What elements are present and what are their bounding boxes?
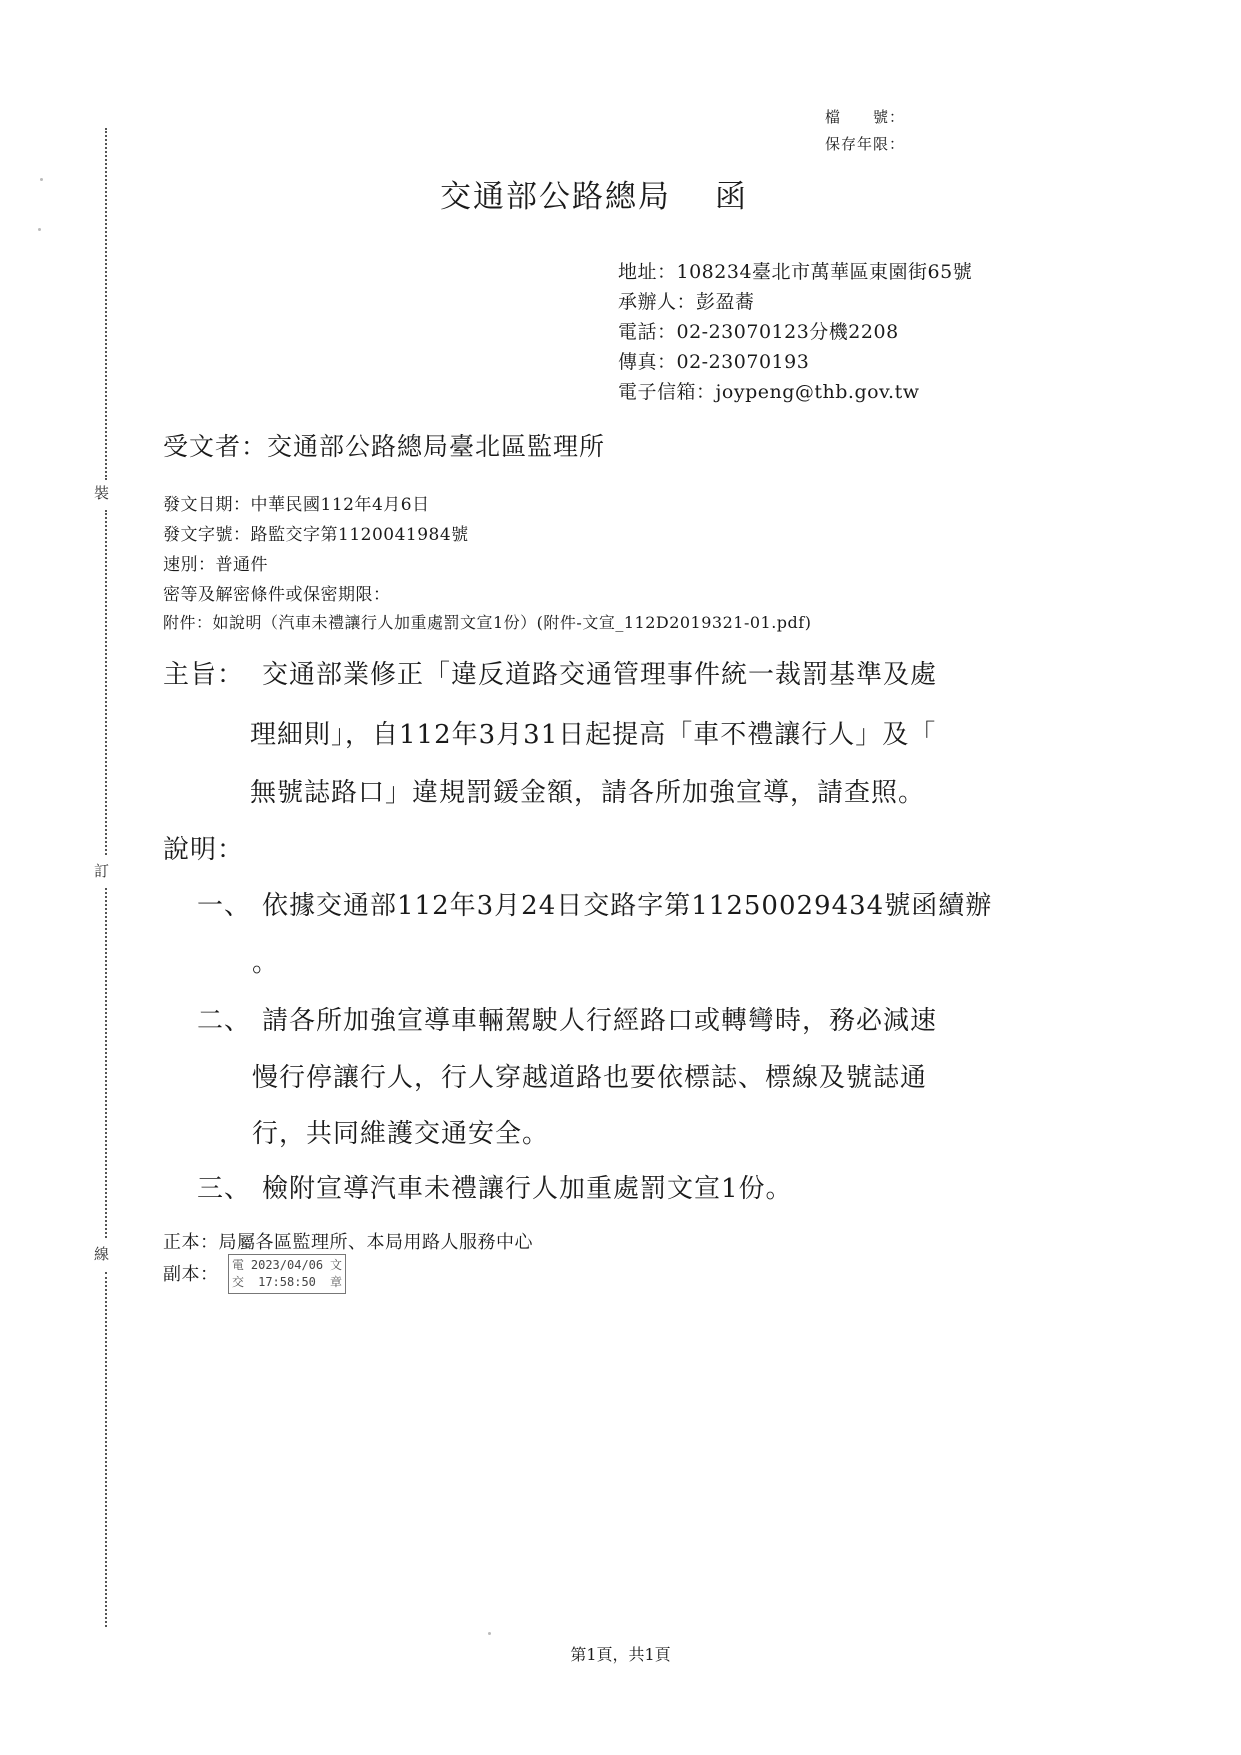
explanation-item-number: 一、 (197, 891, 252, 921)
file-number-label: 檔 號： (825, 108, 906, 126)
electronic-seal-stamp (228, 1254, 346, 1294)
secrecy-level: 密等及解密條件或保密期限： (163, 585, 391, 605)
retention-period-label: 保存年限： (825, 135, 906, 153)
contact-email: 電子信箱：joypeng@thb.gov.tw (618, 381, 920, 403)
contact-fax: 傳真：02-23070193 (618, 351, 810, 373)
subject-label: 主旨： (163, 660, 245, 690)
explanation-item-line: 。 (252, 948, 280, 978)
binding-dotted-line-top (105, 128, 107, 480)
subject-line: 理細則」，自112年3月31日起提高「車不禮讓行人」及「 (250, 720, 937, 750)
binding-dotted-line-upper-middle (105, 510, 107, 855)
scan-speck (488, 1632, 491, 1635)
explanation-item-line: 請各所加強宣導車輛駕駛人行經路口或轉彎時，務必減速 (262, 1006, 938, 1036)
speed-class: 速別：普通件 (163, 555, 268, 575)
binding-mark-top: 裝 (94, 484, 110, 502)
binding-dotted-line-lower-middle (105, 888, 107, 1238)
binding-mark-bottom: 線 (94, 1245, 110, 1263)
stamp-right-chars: 文章 (329, 1258, 342, 1289)
recipient-line: 受文者：交通部公路總局臺北區監理所 (163, 432, 606, 461)
explanation-item-number: 二、 (197, 1006, 252, 1036)
scan-speck (40, 178, 43, 181)
explanation-item-line: 行，共同維護交通安全。 (252, 1119, 550, 1149)
explanation-item-line: 檢附宣導汽車未禮讓行人加重處罰文宣1份。 (262, 1174, 793, 1204)
binding-dotted-line-bottom (105, 1272, 107, 1627)
attachment-line: 附件：如說明（汽車未禮讓行人加重處罰文宣1份）(附件-文宣_112D2019321-01.pdf) (163, 613, 812, 632)
stamp-left-chars: 電交 (231, 1258, 244, 1289)
stamp-date: 2023/04/06 (250, 1258, 324, 1272)
reference-number: 發文字號：路監交字第1120041984號 (163, 525, 469, 545)
document-title (440, 171, 748, 216)
explanation-item-line: 慢行停讓行人，行人穿越道路也要依標誌、標線及號誌通 (252, 1063, 928, 1093)
document-kind: 函 (715, 179, 748, 215)
main-distribution: 正本：局屬各區監理所、本局用路人服務中心 (163, 1232, 533, 1253)
contact-handler: 承辦人：彭盈蕎 (618, 291, 755, 313)
scan-speck (38, 228, 41, 231)
subject-line: 交通部業修正「違反道路交通管理事件統一裁罰基準及處 (262, 660, 938, 690)
contact-phone: 電話：02-23070123分機2208 (618, 321, 899, 343)
stamp-timestamp (247, 1257, 327, 1291)
copy-distribution-label: 副本： (163, 1264, 219, 1285)
issuing-agency: 交通部公路總局 (440, 179, 671, 215)
explanation-item-line: 依據交通部112年3月24日交路字第11250029434號函續辦 (262, 891, 993, 921)
page-number: 第1頁，共1頁 (570, 1645, 671, 1664)
contact-address: 地址：108234臺北市萬華區東園街65號 (618, 261, 973, 283)
subject-line: 無號誌路口」違規罰鍰金額，請各所加強宣導，請查照。 (250, 778, 926, 808)
issue-date: 發文日期：中華民國112年4月6日 (163, 495, 430, 515)
explanation-label: 說明： (163, 835, 245, 865)
binding-mark-middle: 訂 (94, 862, 110, 880)
explanation-item-number: 三、 (197, 1174, 252, 1204)
stamp-time: 17:58:50 (258, 1275, 316, 1289)
